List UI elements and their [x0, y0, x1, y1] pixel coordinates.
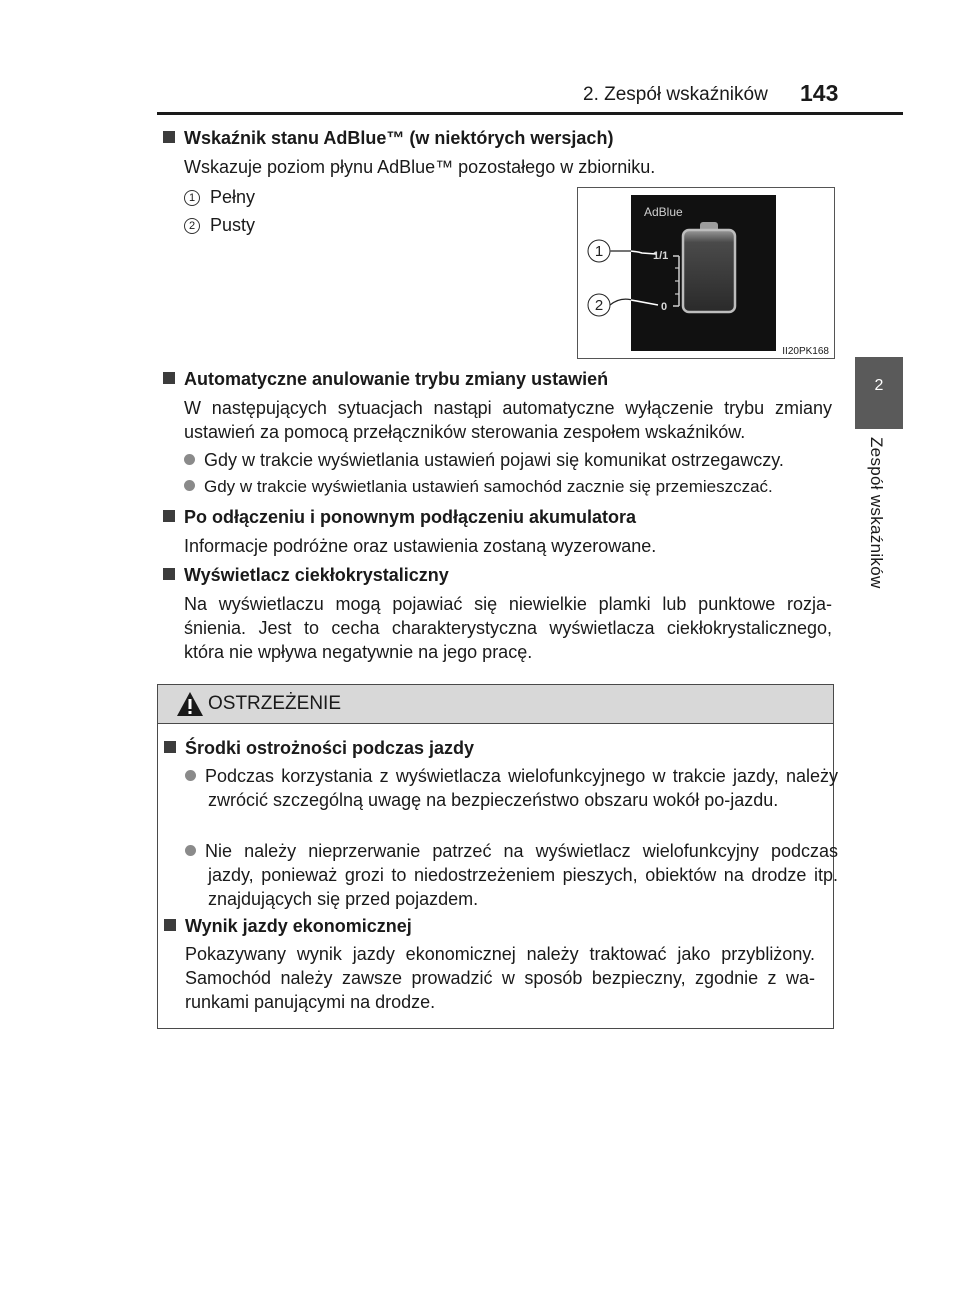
warning-triangle-icon	[176, 691, 204, 717]
marker-2-icon: 2	[184, 218, 200, 234]
chapter-number: 2	[874, 377, 884, 394]
eco-heading-text: Wynik jazdy ekonomicznej	[185, 916, 412, 936]
level-empty-label: 0	[661, 301, 668, 313]
lcd-heading	[163, 563, 449, 587]
battery-heading	[163, 505, 636, 529]
adblue-item-full	[184, 185, 255, 209]
adblue-heading	[163, 126, 613, 150]
section-square-icon	[164, 741, 176, 753]
section-square-icon	[163, 131, 175, 143]
bullet-dot-icon	[185, 845, 196, 856]
eco-heading	[164, 914, 412, 938]
eco-text: Pokazywany wynik jazdy ekonomicznej należy traktować jako przybliżony. Samochód należy zawsze prowadzić w sposób bezpieczny, zgodnie z wa-runkami panującymi na drodze.	[185, 944, 815, 1012]
adblue-heading-text: Wskaźnik stanu AdBlue™ (w niektórych wersjach)	[184, 128, 614, 148]
lcd-text: Na wyświetlaczu mogą pojawiać się niewielkie plamki lub punktowe rozja-śnienia. Jest to cecha charakterystyczna wyświetlacza ciekłokrystalicznego, która nie wpływa negatywnie na jego pracę.	[184, 594, 832, 662]
auto-cancel-heading	[163, 367, 608, 391]
tank-icon	[683, 230, 735, 312]
page-number: 143	[800, 80, 839, 106]
driving-bullet	[185, 764, 838, 812]
auto-cancel-bullet	[184, 475, 773, 499]
header-section-title: 2. Zespół wskaźników	[583, 84, 768, 105]
chapter-label: Zespół wskaźników	[867, 437, 886, 589]
chapter-tab	[855, 357, 903, 429]
header-rule	[157, 112, 903, 115]
driving-heading	[164, 736, 474, 760]
adblue-gauge-figure	[577, 187, 835, 359]
adblue-item-empty	[184, 213, 255, 237]
section-square-icon	[163, 568, 175, 580]
adblue-gauge-illustration	[578, 188, 834, 358]
auto-cancel-bullet	[184, 448, 784, 472]
auto-cancel-bullet-text: Gdy w trakcie wyświetlania ustawień pojawi się komunikat ostrzegawczy.	[204, 450, 784, 470]
adblue-item-empty-label: Pusty	[210, 215, 256, 235]
warning-title: OSTRZEŻENIE	[208, 693, 342, 714]
auto-cancel-bullet-text: Gdy w trakcie wyświetlania ustawień samochód zacznie się przemieszczać.	[204, 477, 773, 496]
screen-title: AdBlue	[644, 205, 683, 219]
callout-2-number: 2	[594, 297, 604, 314]
auto-cancel-heading-text: Automatyczne anulowanie trybu zmiany ustawień	[184, 369, 609, 389]
driving-bullet	[185, 839, 838, 911]
adblue-description: Wskazuje poziom płynu AdBlue™ pozostałego w zbiorniku.	[184, 157, 656, 177]
adblue-item-full-label: Pełny	[210, 187, 256, 207]
section-square-icon	[163, 510, 175, 522]
lcd-heading-text: Wyświetlacz ciekłokrystaliczny	[184, 565, 449, 585]
warning-header	[158, 685, 833, 724]
bullet-dot-icon	[184, 480, 195, 491]
driving-bullet-text: Nie należy nieprzerwanie patrzeć na wyświetlacz wielofunkcyjny podczas jazdy, ponieważ grozi to niedostrzeżeniem pieszych, obiektów na drodze itp. znajdujących się przed pojazdem.	[205, 841, 838, 909]
driving-heading-text: Środki ostrożności podczas jazdy	[185, 738, 475, 758]
driving-bullet-text: Podczas korzystania z wyświetlacza wielofunkcyjnego w trakcie jazdy, należy zwrócić szczególną uwagę na bezpieczeństwo obszaru wokół po-jazdu.	[205, 766, 838, 810]
auto-cancel-text: W następujących sytuacjach nastąpi automatyczne wyłączenie trybu zmiany ustawień za pomocą przełączników sterowania zespołem wskaźników.	[184, 398, 832, 442]
marker-1-icon: 1	[184, 190, 200, 206]
figure-code: II20PK168	[782, 346, 829, 357]
bullet-dot-icon	[185, 770, 196, 781]
level-full-label: 1/1	[653, 250, 669, 262]
battery-heading-text: Po odłączeniu i ponownym podłączeniu akumulatora	[184, 507, 637, 527]
warning-box	[157, 684, 838, 1029]
section-square-icon	[163, 372, 175, 384]
battery-text: Informacje podróżne oraz ustawienia zostaną wyzerowane.	[184, 536, 657, 556]
section-square-icon	[164, 919, 176, 931]
bullet-dot-icon	[184, 454, 195, 465]
callout-1-number: 1	[594, 243, 604, 260]
